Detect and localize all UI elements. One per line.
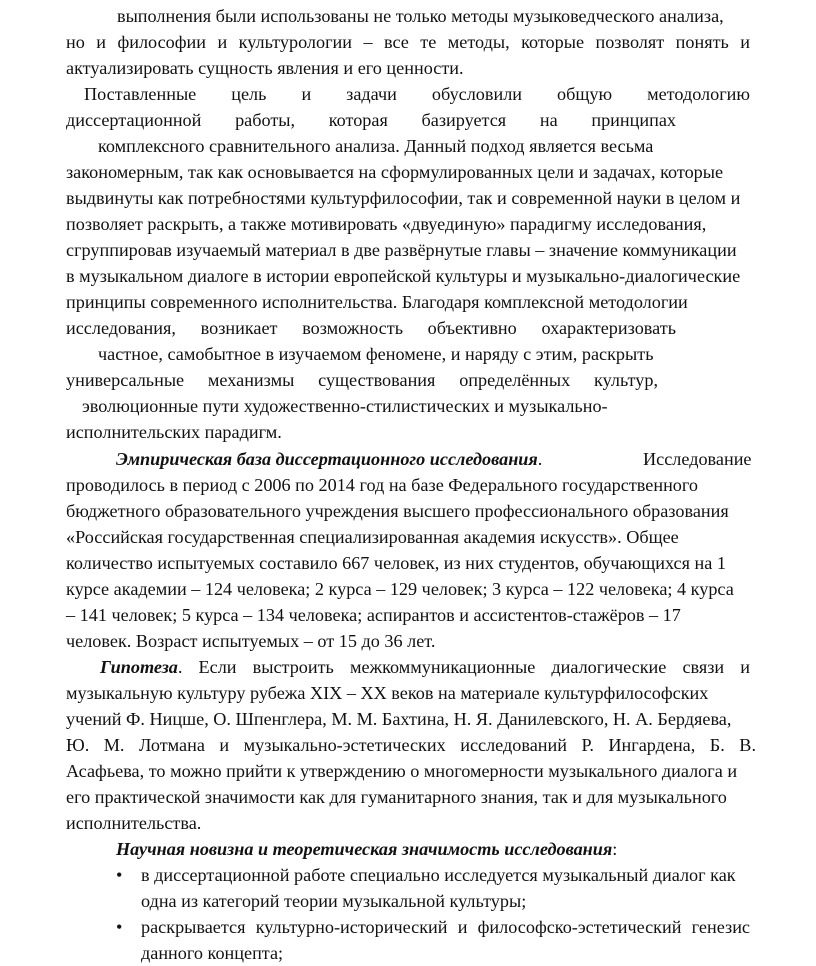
empirical-heading-label: Эмпирическая база диссертационного исследования bbox=[116, 449, 538, 469]
text-line: количество испытуемых составило 667 человек, из них студентов, обучающихся на 1 bbox=[66, 553, 726, 573]
text-line: учений Ф. Ницше, О. Шпенглера, М. М. Бахтина, Н. Я. Данилевского, Н. А. Бердяева, bbox=[66, 709, 732, 729]
text-line: – 141 человек; 5 курса – 134 человека; аспирантов и ассистентов-стажёров – 17 bbox=[66, 605, 681, 625]
text-line: частное, самобытное в изучаемом феномене, и наряду с этим, раскрыть bbox=[98, 344, 654, 364]
text-line: Асафьева, то можно прийти к утверждению о многомерности музыкального диалога и bbox=[66, 761, 738, 781]
list-item: в диссертационной работе специально исследуется музыкальный диалог как bbox=[141, 865, 736, 885]
text-line: позволяет раскрыть, а также мотивировать «двуединую» парадигму исследования, bbox=[66, 214, 707, 234]
bullet-icon: • bbox=[116, 865, 123, 885]
text-line: комплексного сравнительного анализа. Данный подход является весьма bbox=[98, 136, 654, 156]
text-line: его практической значимости как для гуманитарного знания, так и для музыкального bbox=[66, 787, 727, 807]
empirical-heading bbox=[116, 446, 542, 472]
text-line: курсе академии – 124 человека; 2 курса – 129 человек; 3 курса – 122 человека; 4 курса bbox=[66, 579, 734, 599]
text-line: человек. Возраст испытуемых – от 15 до 36 лет. bbox=[66, 631, 436, 651]
text-line: Ю. М. Лотмана и музыкально-эстетических исследований Р. Ингардена, Б. В. bbox=[66, 735, 756, 755]
list-item: раскрывается культурно-исторический и философско-эстетический генезис bbox=[141, 917, 750, 937]
bullet-icon: • bbox=[116, 917, 123, 937]
text-line: эволюционные пути художественно-стилистических и музыкально- bbox=[82, 396, 608, 416]
text-line: диссертационной работы, которая базируется на принципах bbox=[66, 110, 676, 130]
text-line: музыкальную культуру рубежа XIX – XX веков на материале культурфилософских bbox=[66, 683, 709, 703]
paragraph-first-line: Поставленные цель и задачи обусловили общую методологию bbox=[84, 84, 750, 104]
text-fragment: : bbox=[612, 839, 618, 859]
text-fragment: . Если выстроить межкоммуникационные диалогические связи и bbox=[177, 657, 750, 677]
text-line: исполнительства. bbox=[66, 813, 202, 833]
text-line: «Российская государственная специализированная академия искусств». Общее bbox=[66, 527, 679, 547]
novelty-heading: Научная новизна и теоретическая значимость исследования bbox=[116, 839, 613, 859]
text-line: исполнительских парадигм. bbox=[66, 422, 282, 442]
hypothesis-heading: Гипотеза bbox=[100, 657, 178, 677]
text-line: выдвинуты как потребностями культурфилософии, так и современной науки в целом и bbox=[66, 188, 741, 208]
text-line: сгруппировав изучаемый материал в две развёрнутые главы – значение коммуникации bbox=[66, 240, 737, 260]
text-line: универсальные механизмы существования определённых культур, bbox=[66, 370, 658, 390]
empirical-heading-tail: . bbox=[537, 449, 543, 469]
text-line: проводилось в период с 2006 по 2014 год на базе Федерального государственного bbox=[66, 475, 698, 495]
text-line: закономерным, так как основывается на сформулированных цели и задачах, которые bbox=[66, 162, 724, 182]
text-line: бюджетного образовательного учреждения высшего профессионального образования bbox=[66, 501, 729, 521]
hypothesis-line bbox=[100, 654, 750, 680]
text-line: принципы современного исполнительства. Благодаря комплексной методологии bbox=[66, 292, 688, 312]
text-line: выполнения были использованы не только методы музыковедческого анализа, bbox=[117, 6, 724, 26]
list-item-continuation: данного концепта; bbox=[141, 943, 284, 963]
text-line: актуализировать сущность явления и его ценности. bbox=[66, 58, 464, 78]
text-line: Исследование bbox=[643, 449, 752, 469]
text-line: но и философии и культурологии – все те методы, которые позволят понять и bbox=[66, 32, 750, 52]
text-line: исследования, возникает возможность объективно охарактеризовать bbox=[66, 318, 676, 338]
novelty-line bbox=[116, 836, 617, 862]
list-item-continuation: одна из категорий теории музыкальной культуры; bbox=[141, 891, 527, 911]
text-line: в музыкальном диалоге в истории европейской культуры и музыкально-диалогические bbox=[66, 266, 741, 286]
